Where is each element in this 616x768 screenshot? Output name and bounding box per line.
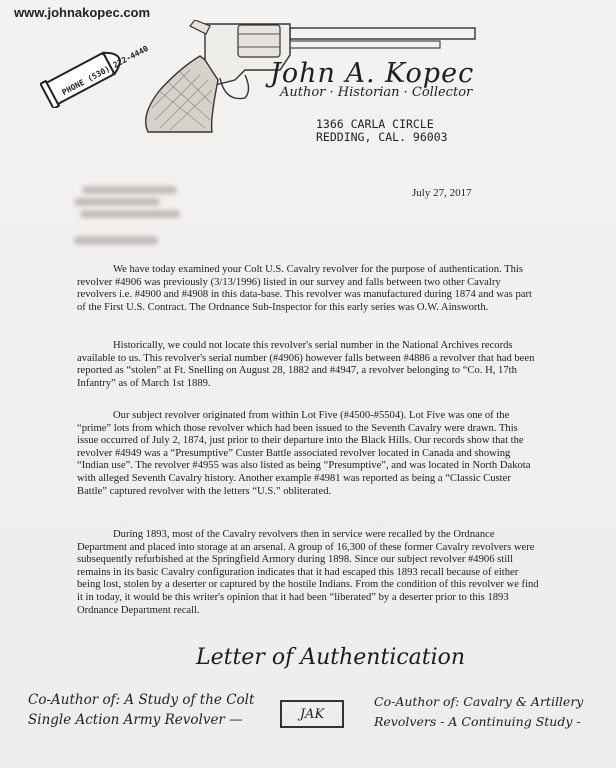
letter-paragraph-3: Our subject revolver originated from within Lot Five (#4500-#5504). Lot Five was one of the “prime” lots from which those revolver which had been issued to the Seventh Cavalry were drawn. This issue occurred of July 2, 1874, just prior to their departure into the Black Hills. Our records show that the revolver #4949 was a “Presumptive” Custer Battle associated revolver located in Canada and showing “Indian use”. The revolver #4955 was also listed as being “Presumptive”, and was located in North Dakota with alleged Seventh Cavalry history. Another example #4981 was reported as being a “Classic Custer Battle” captured revolver with the letters “U.S.” obliterated. (77, 410, 531, 497)
redacted-salutation (74, 236, 158, 245)
hammer (190, 20, 210, 34)
author-role: Author · Historian · Collector (280, 85, 473, 100)
redacted-recipient-line-1 (82, 186, 177, 194)
cylinder (238, 25, 280, 57)
revolver-barrel (290, 28, 475, 39)
letter-paragraph-2: Historically, we could not locate this revolver's serial number in the National Archives records available to us. This revolver's serial number (#4906) however falls between #4886 a revolver that had been reported as “stolen” at Ft. Snelling on August 28, 1882 and #4947, a revolver belonging to “Co. H, 17th Infantry” as of March 1st 1889. (77, 340, 535, 389)
ejector-rod (290, 41, 440, 48)
redacted-recipient-line-3 (80, 210, 180, 218)
footer-right-credit: Co-Author of: Cavalry & Artillery Revolvers - A Continuing Study - (374, 694, 584, 729)
letterhead-signature-block (270, 58, 474, 100)
redacted-recipient-line-2 (74, 198, 160, 206)
author-signature: John A. Kopec (270, 58, 475, 89)
letterhead-address: 1366 CARLA CIRCLE REDDING, CAL. 96003 (316, 117, 448, 144)
jak-monogram-logo: JAK (280, 700, 344, 728)
letter-paragraph-1: We have today examined your Colt U.S. Cavalry revolver for the purpose of authentication. This revolver #4906 was previously (3/13/1996) listed in our survey and falls between two other Cavalry revolvers i.e. #4900 and #4908 in this data-base. This revolver was manufactured during 1874 and was part of the First U.S. Contract. The Ordnance Sub-Inspector for this early series was O.W. Ainsworth. (77, 264, 532, 313)
letter-of-authentication-title: Letter of Authentication (196, 645, 466, 670)
letter-date: July 27, 2017 (412, 187, 472, 199)
phone-number: PHONE (530) 222-4440 (60, 43, 150, 98)
footer-left-credit: Co-Author of: A Study of the Colt Single Action Army Revolver — (28, 692, 255, 728)
letter-paragraph-4: During 1893, most of the Cavalry revolvers then in service were recalled by the Ordnance Department and placed into storage at an arsenal. A group of 16,300 of these former Cavalry revolvers were subsequently refurbished at the Springfield Armory during 1898. Since our subject revolver #4906 still remains in its basic Cavalry configuration indicates that it had escaped this 1893 recall because of either being lost, stolen by a deserter or captured by the hostile Indians. From the condition of this revolver we find it in today, it would be this writer's opinion that it had been “liberated” by a deserter prior to this 1893 Ordnance Department recall. (77, 529, 539, 616)
checkered-grip (146, 56, 218, 132)
website-url: www.johnakopec.com (14, 5, 151, 20)
